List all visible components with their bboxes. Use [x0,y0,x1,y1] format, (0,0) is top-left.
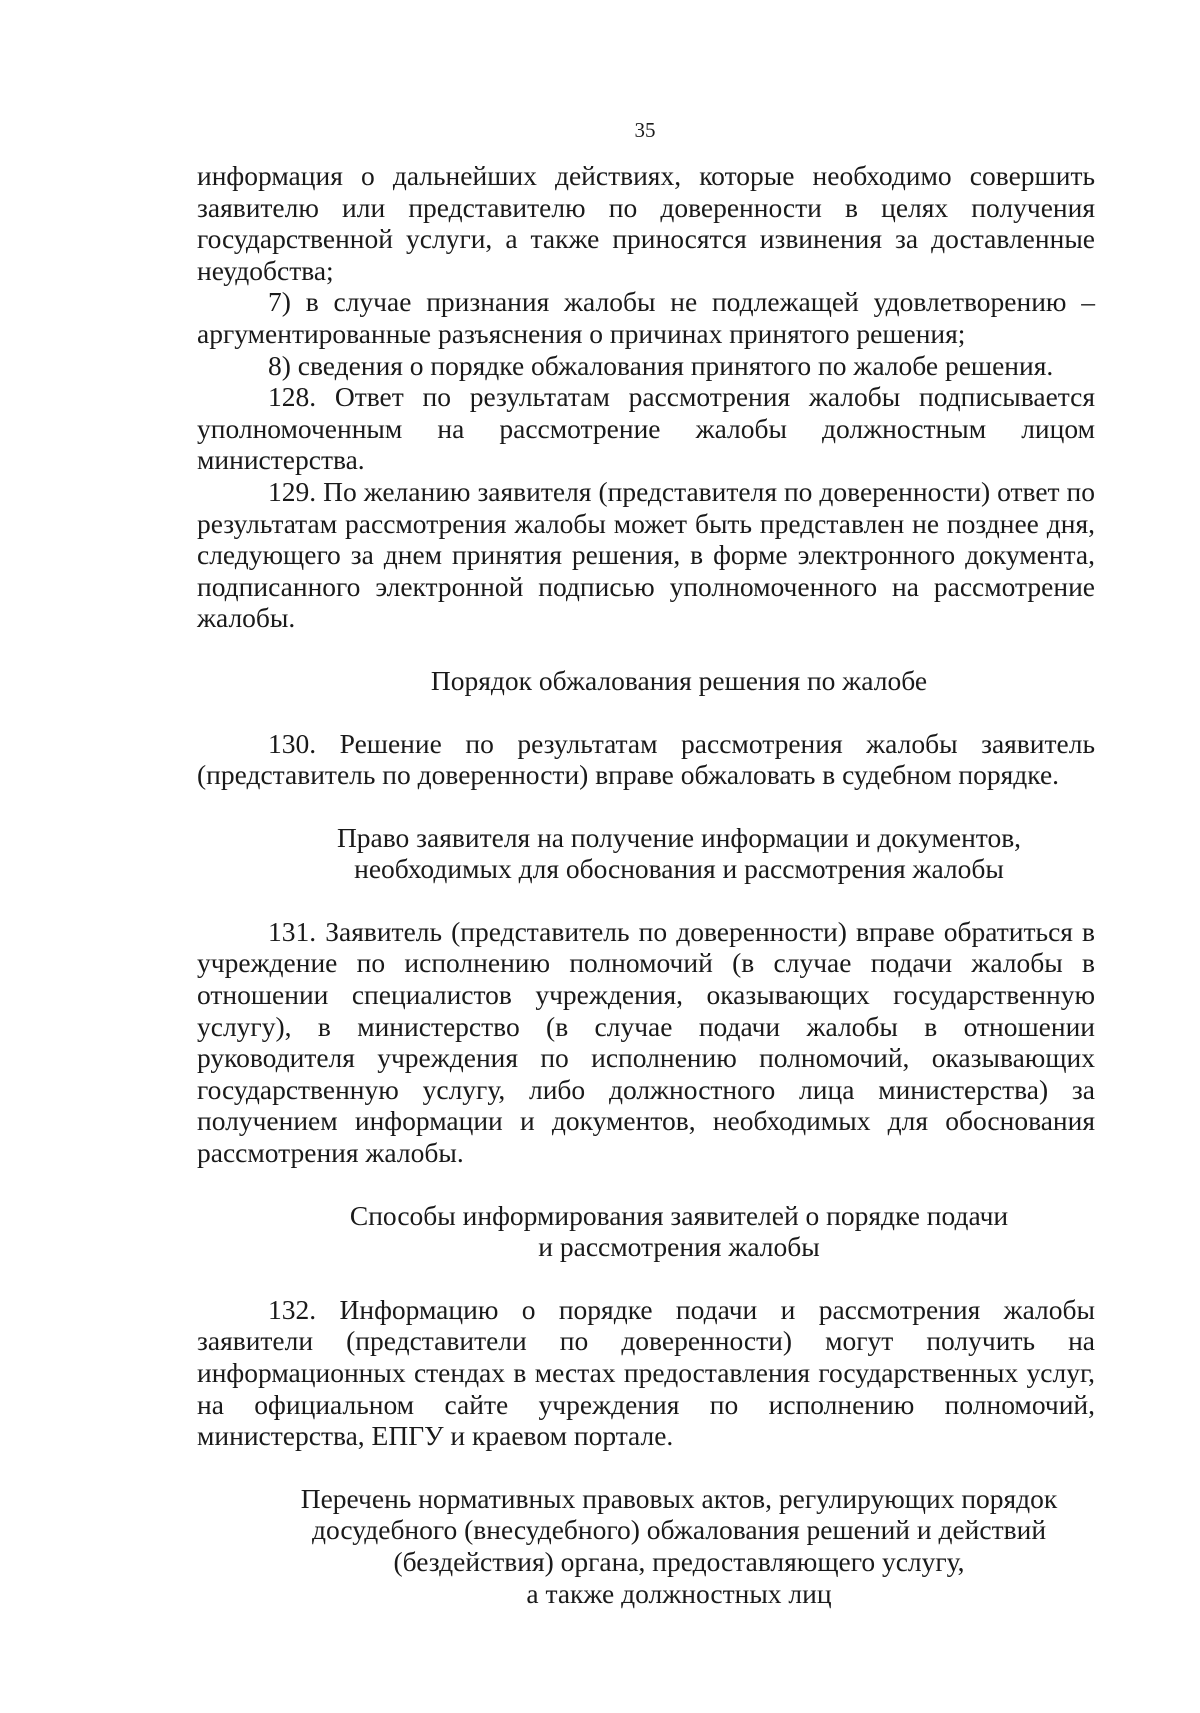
section-heading-right-to-info [263,822,1095,885]
paragraph-item-8: 8) сведения о порядке обжалования принятого по жалобе решения. [268,349,1054,381]
heading-line: и рассмотрения жалобы [538,1231,820,1263]
paragraph-continuation: информация о дальнейших действиях, которые необходимо совершить заявителю или представителю по доверенности в целях получения государственной услуги, а также приносятся извинения за доставленные неудобства; [197,160,1095,286]
paragraph-item-7: 7) в случае признания жалобы не подлежащей удовлетворению – аргументированные разъяснения о причинах принятого решения; [197,286,1095,349]
paragraph-131: 131. Заявитель (представитель по доверенности) вправе обратиться в учреждение по исполнению полномочий (в случае подачи жалобы в отношении специалистов учреждения, оказывающих государственную услугу), в министерство (в случае подачи жалобы в отношении руководителя учреждения по исполнению полномочий, оказывающих государственную услугу, либо должностного лица министерства) за получением информации и документов, необходимых для обоснования рассмотрения жалобы. [197,915,1095,1169]
paragraph-128: 128. Ответ по результатам рассмотрения жалобы подписывается уполномоченным на рассмотрение жалобы должностным лицом министерства. [197,381,1095,476]
heading-line: Право заявителя на получение информации и документов, [336,821,1022,853]
heading-line: а также должностных лиц [526,1577,832,1609]
page-number: 35 [634,118,656,142]
paragraph-129: 129. По желанию заявителя (представителя по доверенности) ответ по результатам рассмотрения жалобы может быть представлен не позднее дня, следующего за днем принятия решения, в форме электронного документа, подписанного электронной подписью уполномоченного на рассмотрение жалобы. [197,475,1095,634]
heading-line: (бездействия) органа, предоставляющего услугу, [393,1545,965,1577]
document-body [197,160,1095,1609]
section-heading-appeal-order [263,665,1095,697]
heading-line: Перечень нормативных правовых актов, регулирующих порядок [300,1482,1058,1514]
section-heading-info-methods [263,1200,1095,1263]
heading-line: необходимых для обоснования и рассмотрения жалобы [354,853,1004,885]
paragraph-130: 130. Решение по результатам рассмотрения жалобы заявитель (представитель по доверенности) вправе обжаловать в судебном порядке. [197,727,1095,791]
heading-line: Способы информирования заявителей о порядке подачи [349,1199,1009,1231]
heading-line: досудебного (внесудебного) обжалования решений и действий [311,1514,1047,1546]
section-heading-legal-acts [263,1483,1095,1609]
heading-line: Порядок обжалования решения по жалобе [430,664,928,696]
paragraph-132: 132. Информацию о порядке подачи и рассмотрения жалобы заявители (представители по доверенности) могут получить на информационных стендах в местах предоставления государственных услуг, на официальном сайте учреждения по исполнению полномочий, министерства, ЕПГУ и краевом портале. [197,1293,1095,1452]
